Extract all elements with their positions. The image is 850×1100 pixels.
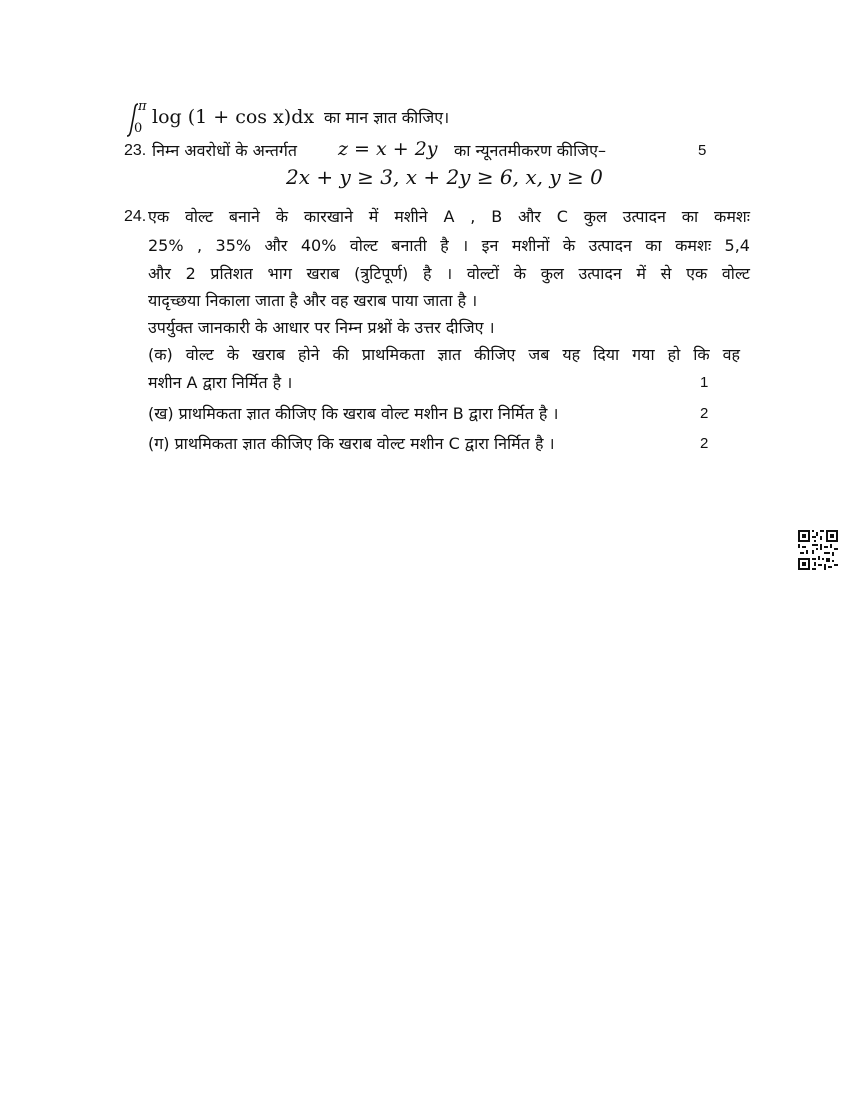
q24-part-kha-marks: 2	[700, 405, 709, 422]
q24-part-kha: (ख) प्राथमिकता ज्ञात कीजिए कि खराब वोल्ट मशीन B द्वारा निर्मित है ।	[148, 404, 559, 423]
qr-code-icon	[798, 530, 838, 570]
q24-line-3: और 2 प्रतिशत भाग खराब (त्रुटिपूर्ण) है । वोल्टों के कुल उत्पादन में से एक वोल्ट	[148, 264, 750, 283]
integral-lower-limit: 0	[134, 121, 143, 136]
integrand: log (1 + cos x)dx	[152, 106, 315, 128]
q23-text-before: निम्न अवरोधों के अन्तर्गत	[152, 141, 298, 160]
q24-part-ka-line-2: मशीन A द्वारा निर्मित है ।	[148, 373, 293, 392]
q23-constraints: 2x + y ≥ 3, x + 2y ≥ 6, x, y ≥ 0	[286, 165, 603, 189]
q24-line-2: 25% , 35% और 40% वोल्ट बनाती है । इन मशीनों के उत्पादन का कमशः 5,4	[148, 236, 750, 255]
q23-marks: 5	[698, 142, 707, 159]
q24-line-4: यादृच्छया निकाला जाता है और वह खराब पाया जाता है ।	[148, 291, 478, 310]
q24-line-5: उपर्युक्त जानकारी के आधार पर निम्न प्रश्नों के उत्तर दीजिए ।	[148, 318, 495, 337]
q24-part-ka-line-1: (क) वोल्ट के खराब होने की प्राथमिकता ज्ञात कीजिए जब यह दिया गया हो कि वह	[148, 345, 740, 364]
q23-number: 23.	[124, 142, 147, 159]
q24-number: 24.	[124, 208, 147, 225]
integral-upper-limit: π	[138, 99, 147, 114]
q24-part-ga-marks: 2	[700, 435, 709, 452]
q23-text-after: का न्यूनतमीकरण कीजिए–	[454, 141, 607, 160]
q22-text: का मान ज्ञात कीजिए।	[324, 108, 450, 127]
q24-line-1: एक वोल्ट बनाने के कारखाने में मशीने A , B और C कुल उत्पादन का कमशः	[148, 207, 750, 226]
q24-part-ga: (ग) प्राथमिकता ज्ञात कीजिए कि खराब वोल्ट मशीन C द्वारा निर्मित है ।	[148, 434, 555, 453]
q23-objective: z = x + 2y	[338, 138, 438, 160]
q24-part-ka-marks: 1	[700, 374, 709, 391]
